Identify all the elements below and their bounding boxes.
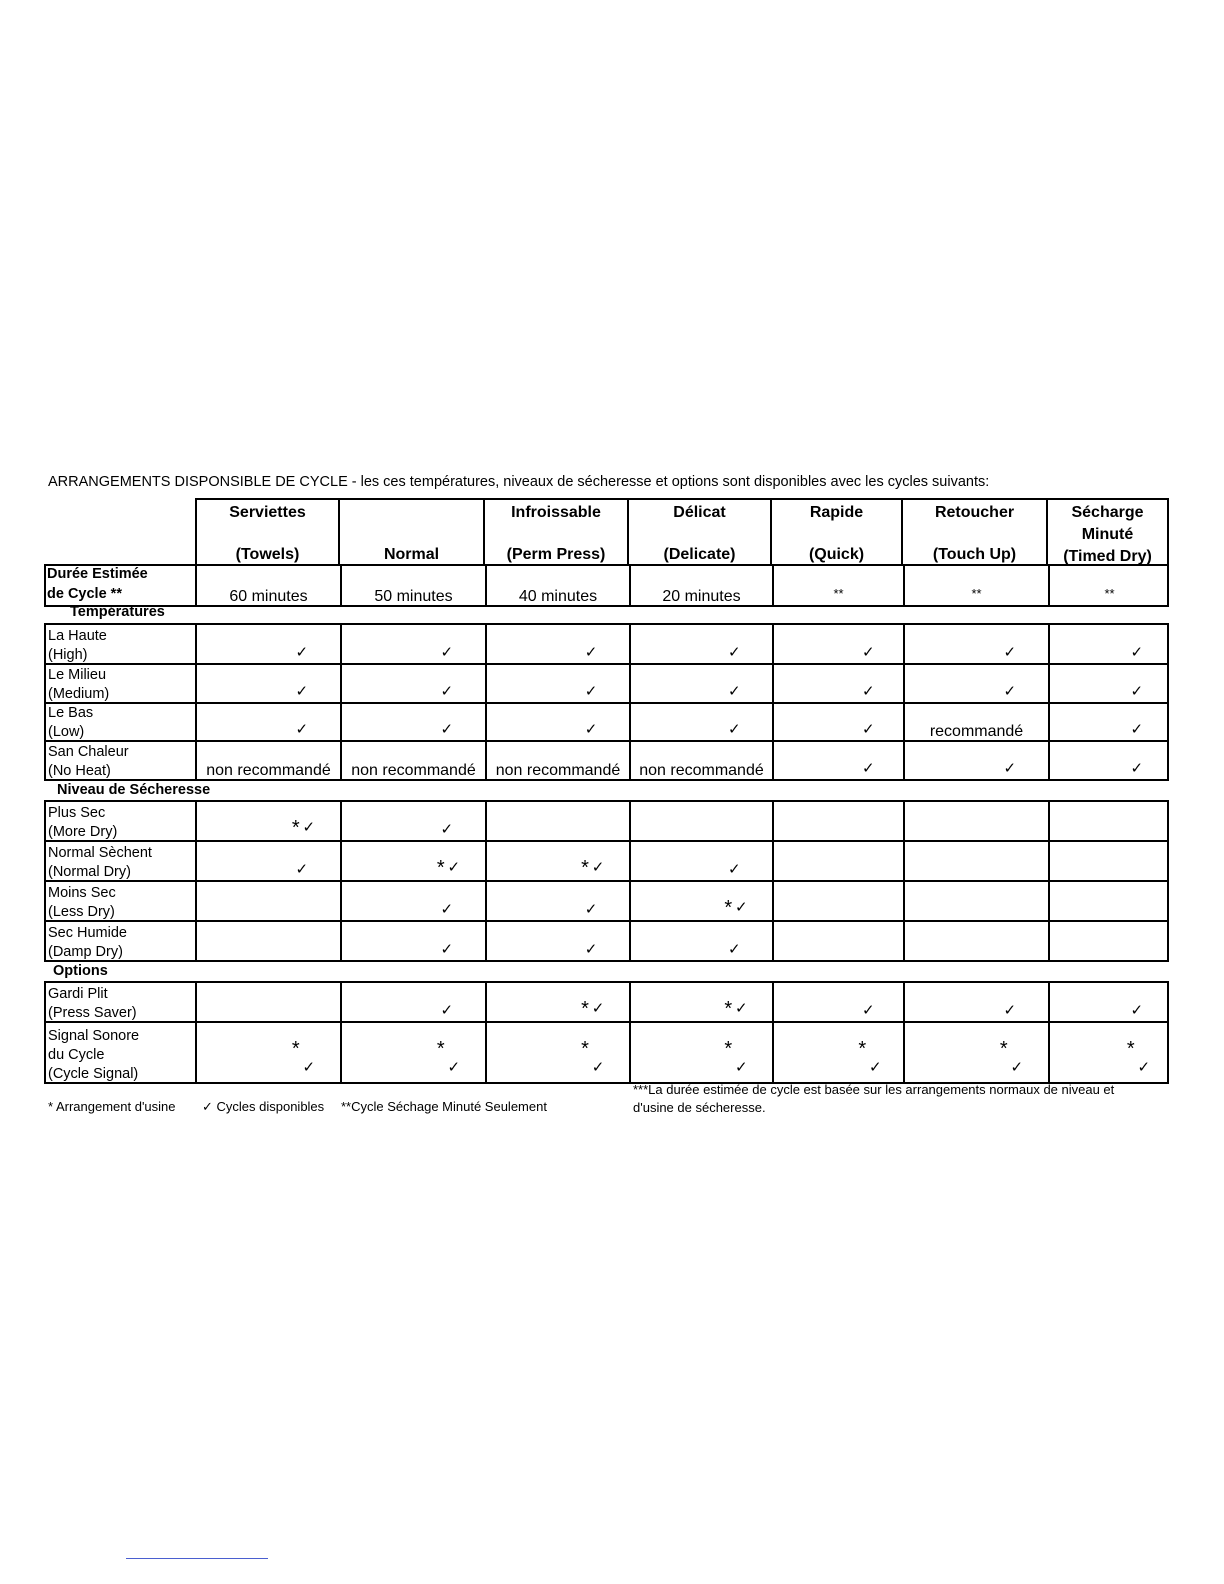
check-icon: ✓ bbox=[1003, 760, 1017, 777]
check-icon: ✓ bbox=[447, 1059, 461, 1076]
factory-default-icon: * bbox=[581, 998, 589, 1020]
check-icon: ✓ bbox=[440, 901, 454, 918]
check-icon: ✓ bbox=[861, 721, 875, 738]
check-icon: ✓ bbox=[440, 683, 454, 700]
temperature_rows-cell bbox=[485, 623, 629, 665]
cell-text: ** bbox=[833, 586, 844, 601]
duration-cell bbox=[629, 564, 772, 607]
footnote-available: ✓ Cycles disponibles bbox=[202, 1099, 325, 1114]
temperature_rows-cell bbox=[1048, 623, 1169, 665]
row-label-line: Plus Sec bbox=[48, 805, 106, 821]
row-label-line: Gardi Plit bbox=[48, 986, 108, 1002]
check-icon: ✓ bbox=[861, 644, 875, 661]
cell-text: Retoucher bbox=[934, 504, 1015, 521]
link-underline bbox=[126, 1558, 268, 1559]
row-label-line: (Cycle Signal) bbox=[48, 1066, 139, 1082]
temperature_rows-cell bbox=[340, 623, 485, 665]
option_rows-cell bbox=[1048, 981, 1169, 1023]
option_rows-cell bbox=[629, 1021, 772, 1084]
temperature_rows-cell bbox=[340, 740, 485, 781]
duration-cell bbox=[1048, 564, 1169, 607]
dryness_rows-row-label bbox=[44, 880, 195, 922]
row-label-line: (Damp Dry) bbox=[48, 944, 123, 960]
column-header bbox=[195, 498, 340, 566]
factory-default-icon: * bbox=[291, 817, 300, 839]
duration-cell bbox=[195, 564, 340, 607]
page-title: ARRANGEMENTS DISPONSIBLE DE CYCLE - les ces températures, niveaux de sécheresse et options sont disponibles avec les cycles suivants: bbox=[48, 474, 990, 490]
dryness_rows-cell bbox=[1048, 840, 1169, 882]
temperature_rows-cell bbox=[1048, 740, 1169, 781]
dryness_rows-row-label bbox=[44, 840, 195, 882]
factory-default-icon: * bbox=[999, 1038, 1008, 1060]
check-icon: ✓ bbox=[440, 821, 454, 838]
duration-label-line: Durée Estimée bbox=[47, 566, 148, 582]
dryness_rows-cell bbox=[629, 800, 772, 842]
dryness_rows-cell bbox=[772, 800, 903, 842]
temperature_rows-cell bbox=[903, 663, 1048, 704]
dryness_rows-cell bbox=[485, 880, 629, 922]
option_rows-cell bbox=[340, 1021, 485, 1084]
temperature_rows-cell bbox=[195, 702, 340, 742]
row-label-line: Normal Sèchent bbox=[48, 845, 152, 861]
option_rows-cell bbox=[772, 1021, 903, 1084]
check-icon: ✓ bbox=[302, 819, 316, 836]
dryness_rows-cell bbox=[1048, 800, 1169, 842]
row-label-line: (No Heat) bbox=[48, 763, 111, 779]
duration-cell bbox=[340, 564, 485, 607]
cell-text: (Touch Up) bbox=[932, 546, 1017, 563]
row-label-line: du Cycle bbox=[48, 1047, 105, 1063]
row-label-line: (Press Saver) bbox=[48, 1005, 137, 1021]
check-icon: ✓ bbox=[440, 1002, 454, 1019]
dryness_rows-cell bbox=[485, 840, 629, 882]
dryness_rows-cell bbox=[195, 880, 340, 922]
factory-default-icon: * bbox=[724, 998, 733, 1020]
factory-default-icon: * bbox=[436, 857, 445, 879]
cell-text: ** bbox=[971, 586, 982, 601]
column-header bbox=[340, 498, 485, 566]
temperature_rows-cell bbox=[629, 663, 772, 704]
temperature_rows-cell bbox=[1048, 663, 1169, 704]
dryness_rows-cell bbox=[195, 800, 340, 842]
check-icon: ✓ bbox=[440, 941, 454, 958]
option_rows-cell bbox=[195, 981, 340, 1023]
row-label-line: (High) bbox=[48, 647, 88, 663]
cell-text: (Towels) bbox=[235, 546, 300, 563]
dryness_rows-cell bbox=[903, 920, 1048, 962]
cell-text: 40 minutes bbox=[518, 588, 598, 605]
check-icon: ✓ bbox=[727, 644, 741, 661]
dryness_rows-cell bbox=[629, 840, 772, 882]
dryness_rows-cell bbox=[772, 920, 903, 962]
check-icon: ✓ bbox=[584, 901, 598, 918]
column-header-title bbox=[1048, 502, 1167, 568]
check-icon: ✓ bbox=[584, 721, 598, 738]
check-icon: ✓ bbox=[440, 721, 454, 738]
dryness_rows-row-label bbox=[44, 920, 195, 962]
dryness_rows-cell bbox=[195, 920, 340, 962]
check-icon: ✓ bbox=[1003, 1002, 1017, 1019]
dryness_rows-cell bbox=[340, 920, 485, 962]
footnote-duration-note-2: d'usine de sécheresse. bbox=[633, 1100, 766, 1115]
section-temperatures: Températures bbox=[70, 604, 165, 620]
temperature_rows-cell bbox=[195, 623, 340, 665]
dryness_rows-cell bbox=[485, 920, 629, 962]
column-header bbox=[629, 498, 772, 566]
check-icon: ✓ bbox=[447, 859, 461, 876]
cell-text: non recommandé bbox=[639, 762, 764, 779]
option_rows-cell bbox=[903, 981, 1048, 1023]
temperature_rows-cell bbox=[772, 663, 903, 704]
dryness_rows-cell bbox=[903, 800, 1048, 842]
check-icon: ✓ bbox=[1003, 644, 1017, 661]
cell-text: 20 minutes bbox=[662, 588, 741, 605]
factory-default-icon: * bbox=[581, 857, 589, 879]
row-label-line: Moins Sec bbox=[48, 885, 116, 901]
temperature_rows-cell bbox=[485, 702, 629, 742]
temperature_rows-row-label bbox=[44, 663, 195, 704]
check-icon: ✓ bbox=[295, 721, 309, 738]
row-label-line: (Medium) bbox=[48, 686, 110, 702]
check-icon: ✓ bbox=[295, 644, 309, 661]
row-label-line: Signal Sonore bbox=[48, 1028, 140, 1044]
factory-default-icon: * bbox=[858, 1038, 867, 1060]
check-icon: ✓ bbox=[1003, 683, 1017, 700]
option_rows-cell bbox=[195, 1021, 340, 1084]
check-icon: ✓ bbox=[1130, 760, 1144, 777]
cell-text: (Perm Press) bbox=[506, 546, 606, 563]
option_rows-cell bbox=[903, 1021, 1048, 1084]
temperature_rows-cell bbox=[903, 702, 1048, 742]
dryness_rows-cell bbox=[903, 880, 1048, 922]
dryness_rows-cell bbox=[195, 840, 340, 882]
column-header-fr: Sécharge Minuté bbox=[1071, 504, 1144, 543]
temperature_rows-cell bbox=[195, 740, 340, 781]
duration-label bbox=[44, 564, 195, 607]
cell-text: Normal bbox=[383, 546, 440, 563]
column-header-en: (Timed Dry) bbox=[1063, 548, 1152, 565]
check-icon: ✓ bbox=[584, 941, 598, 958]
temperature_rows-cell bbox=[340, 702, 485, 742]
duration-label-line: de Cycle ** bbox=[47, 586, 122, 602]
row-label-line: San Chaleur bbox=[48, 744, 129, 760]
footnote-factory: * Arrangement d'usine bbox=[48, 1099, 176, 1114]
row-label-line: (More Dry) bbox=[48, 824, 118, 840]
temperature_rows-cell bbox=[772, 623, 903, 665]
check-icon: ✓ bbox=[861, 760, 875, 777]
check-icon: ✓ bbox=[591, 859, 605, 876]
temperature_rows-cell bbox=[340, 663, 485, 704]
dryness_rows-cell bbox=[340, 880, 485, 922]
temperature_rows-cell bbox=[903, 740, 1048, 781]
check-icon: ✓ bbox=[727, 683, 741, 700]
temperature_rows-cell bbox=[629, 740, 772, 781]
row-label-line: (Normal Dry) bbox=[48, 864, 131, 880]
check-icon: ✓ bbox=[1130, 644, 1144, 661]
check-icon: ✓ bbox=[591, 1059, 605, 1076]
option_rows-row-label bbox=[44, 1021, 195, 1084]
column-header bbox=[903, 498, 1048, 566]
dryness_rows-cell bbox=[1048, 920, 1169, 962]
column-header bbox=[772, 498, 903, 566]
cell-text: Infroissable bbox=[511, 504, 601, 521]
factory-default-icon: * bbox=[291, 1038, 300, 1060]
check-icon: ✓ bbox=[295, 683, 309, 700]
temperature_rows-cell bbox=[629, 702, 772, 742]
duration-cell bbox=[485, 564, 629, 607]
row-label-line: (Low) bbox=[48, 724, 85, 740]
factory-default-icon: * bbox=[436, 1038, 445, 1060]
cell-text: ** bbox=[1104, 586, 1115, 601]
temperature_rows-cell bbox=[1048, 702, 1169, 742]
dryness_rows-cell bbox=[485, 800, 629, 842]
check-icon: ✓ bbox=[861, 1002, 875, 1019]
check-icon: ✓ bbox=[861, 683, 875, 700]
cell-text: (Quick) bbox=[808, 546, 865, 563]
footnote-timed-only: **Cycle Séchage Minuté Seulement bbox=[341, 1099, 547, 1114]
duration-cell bbox=[903, 564, 1048, 607]
cell-text: (Delicate) bbox=[663, 546, 736, 563]
row-label-line: (Less Dry) bbox=[48, 904, 115, 920]
row-label-line: Sec Humide bbox=[48, 925, 127, 941]
temperature_rows-cell bbox=[772, 702, 903, 742]
temperature_rows-cell bbox=[629, 623, 772, 665]
factory-default-icon: * bbox=[724, 897, 733, 919]
check-icon: ✓ bbox=[1137, 1059, 1151, 1076]
check-icon: ✓ bbox=[727, 861, 741, 878]
temperature_rows-row-label bbox=[44, 740, 195, 781]
factory-default-icon: * bbox=[1126, 1038, 1135, 1060]
cell-text: 60 minutes bbox=[229, 588, 308, 605]
check-icon: ✓ bbox=[295, 861, 309, 878]
row-label-line: Le Bas bbox=[48, 705, 94, 721]
option_rows-cell bbox=[1048, 1021, 1169, 1084]
temperature_rows-cell bbox=[195, 663, 340, 704]
column-header bbox=[1048, 498, 1169, 566]
option_rows-cell bbox=[485, 981, 629, 1023]
column-header bbox=[485, 498, 629, 566]
check-icon: ✓ bbox=[727, 721, 741, 738]
check-icon: ✓ bbox=[591, 1000, 605, 1017]
dryness_rows-cell bbox=[1048, 880, 1169, 922]
temperature_rows-cell bbox=[485, 663, 629, 704]
cell-text: non recommandé bbox=[206, 762, 331, 779]
check-icon: ✓ bbox=[734, 1059, 748, 1076]
check-icon: ✓ bbox=[1130, 683, 1144, 700]
check-icon: ✓ bbox=[734, 899, 748, 916]
cell-text: Délicat bbox=[673, 504, 726, 521]
dryness_rows-cell bbox=[629, 920, 772, 962]
cell-text: Serviettes bbox=[229, 504, 306, 521]
cell-text: 50 minutes bbox=[374, 588, 453, 605]
cell-text: non recommandé bbox=[351, 762, 476, 779]
cell-text: Rapide bbox=[809, 504, 864, 521]
temperature_rows-cell bbox=[485, 740, 629, 781]
dryness_rows-row-label bbox=[44, 800, 195, 842]
dryness_rows-cell bbox=[903, 840, 1048, 882]
option_rows-cell bbox=[629, 981, 772, 1023]
check-icon: ✓ bbox=[440, 644, 454, 661]
temperature_rows-cell bbox=[903, 623, 1048, 665]
footnote-duration-note-1: ***La durée estimée de cycle est basée sur les arrangements normaux de niveau et bbox=[633, 1082, 1115, 1097]
check-icon: ✓ bbox=[302, 1059, 316, 1076]
temperature_rows-cell bbox=[772, 740, 903, 781]
check-icon: ✓ bbox=[1010, 1059, 1024, 1076]
check-icon: ✓ bbox=[727, 941, 741, 958]
dryness_rows-cell bbox=[772, 840, 903, 882]
check-icon: ✓ bbox=[584, 644, 598, 661]
check-icon: ✓ bbox=[734, 1000, 748, 1017]
row-label-line: La Haute bbox=[48, 628, 107, 644]
check-icon: ✓ bbox=[1130, 721, 1144, 738]
option_rows-cell bbox=[772, 981, 903, 1023]
row-label-line: Le Milieu bbox=[48, 667, 107, 683]
factory-default-icon: * bbox=[581, 1038, 589, 1060]
check-icon: ✓ bbox=[1130, 1002, 1144, 1019]
temperature_rows-row-label bbox=[44, 623, 195, 665]
cell-text: non recommandé bbox=[495, 762, 621, 779]
dryness_rows-cell bbox=[629, 880, 772, 922]
check-icon: ✓ bbox=[584, 683, 598, 700]
cycle-settings-table bbox=[44, 498, 1169, 1082]
dryness_rows-cell bbox=[340, 840, 485, 882]
dryness_rows-cell bbox=[340, 800, 485, 842]
duration-cell bbox=[772, 564, 903, 607]
check-icon: ✓ bbox=[868, 1059, 882, 1076]
dryness_rows-cell bbox=[772, 880, 903, 922]
cell-text: recommandé bbox=[929, 723, 1024, 740]
temperature_rows-row-label bbox=[44, 702, 195, 742]
option_rows-row-label bbox=[44, 981, 195, 1023]
option_rows-cell bbox=[485, 1021, 629, 1084]
option_rows-cell bbox=[340, 981, 485, 1023]
section-dryness: Niveau de Sécheresse bbox=[57, 782, 211, 798]
factory-default-icon: * bbox=[724, 1038, 733, 1060]
section-options: Options bbox=[53, 963, 108, 979]
